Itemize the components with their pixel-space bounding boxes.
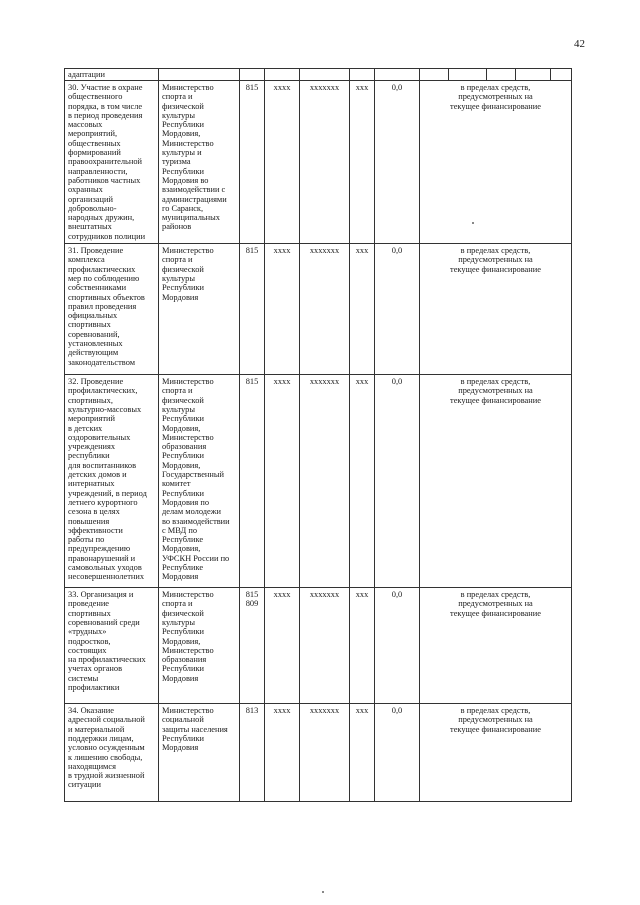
- rz-cell: хххх: [265, 375, 300, 588]
- cell-empty: [265, 69, 300, 81]
- grbs-cell: 813: [240, 704, 265, 802]
- cell-empty: [159, 69, 240, 81]
- vr-cell: ххх: [350, 81, 375, 244]
- financing-cell: в пределах средств, предусмотренных на текущее финансирование: [420, 704, 572, 802]
- rz-cell: хххх: [265, 244, 300, 375]
- amount-cell: 0,0: [375, 244, 420, 375]
- executor-cell: Министерство спорта и физической культуры Республики Мордовия, Министерство образования Республики Мордовия: [159, 588, 240, 704]
- cell-empty: [240, 69, 265, 81]
- measure-cell: 32. Проведение профилактических, спортивных, культурно-массовых мероприятий в детских оздоровительных учреждениях республики для воспитанников детских домов и интернатных учреждений, в период летнего курортного сезона в целях повышения эффективности работы по предупреждению правонарушений и самовольных уходов несовершеннолетних: [65, 375, 159, 588]
- csr-cell: ххххххх: [300, 375, 350, 588]
- financing-cell: в пределах средств, предусмотренных на текущее финансирование: [420, 81, 572, 244]
- table-row: [65, 375, 572, 588]
- table-row-continuation: [65, 69, 572, 81]
- program-measures-table: [64, 68, 572, 802]
- cell-empty: [487, 69, 516, 81]
- financing-cell: в пределах средств, предусмотренных на текущее финансирование: [420, 588, 572, 704]
- scan-speck: [472, 222, 474, 224]
- csr-cell: ххххххх: [300, 244, 350, 375]
- executor-cell: Министерство спорта и физической культуры Республики Мордовия, Министерство образования Республики Мордовия, Государственный комитет Республики Мордовия по делам молодежи во взаимодействии с МВД по Республике Мордовия, УФСКН России по Республике Мордовия: [159, 375, 240, 588]
- measure-cell: 31. Проведение комплекса профилактических мер по соблюдению собственниками спортивных объектов правил проведения официальных спортивных соревнований, установленных действующим законодательством: [65, 244, 159, 375]
- measure-cell: 30. Участие в охране общественного порядка, в том числе в период проведения массовых мероприятий, общественных формирований правоохранительной направленности, работников частных охранных организаций добровольно- народных дружин, внештатных сотрудников полиции: [65, 81, 159, 244]
- scan-speck: [322, 891, 324, 893]
- csr-cell: ххххххх: [300, 588, 350, 704]
- grbs-cell: 815 809: [240, 588, 265, 704]
- table-row: [65, 588, 572, 704]
- amount-cell: 0,0: [375, 588, 420, 704]
- cell-continuation-text: адаптации: [65, 69, 159, 81]
- rz-cell: хххх: [265, 81, 300, 244]
- cell-empty: [516, 69, 551, 81]
- table-row: [65, 244, 572, 375]
- cell-empty: [551, 69, 572, 81]
- vr-cell: ххх: [350, 704, 375, 802]
- financing-cell: в пределах средств, предусмотренных на текущее финансирование: [420, 244, 572, 375]
- rz-cell: хххх: [265, 588, 300, 704]
- rz-cell: хххх: [265, 704, 300, 802]
- executor-cell: Министерство спорта и физической культуры Республики Мордовия: [159, 244, 240, 375]
- grbs-cell: 815: [240, 375, 265, 588]
- table-row: [65, 81, 572, 244]
- amount-cell: 0,0: [375, 81, 420, 244]
- csr-cell: ххххххх: [300, 704, 350, 802]
- cell-empty: [375, 69, 420, 81]
- executor-cell: Министерство спорта и физической культуры Республики Мордовия, Министерство культуры и туризма Республики Мордовия во взаимодействии с администрациями го Саранск, муниципальных районов: [159, 81, 240, 244]
- cell-empty: [350, 69, 375, 81]
- vr-cell: ххх: [350, 588, 375, 704]
- executor-cell: Министерство социальной защиты населения Республики Мордовия: [159, 704, 240, 802]
- page-number: 42: [574, 38, 585, 50]
- cell-empty: [420, 69, 449, 81]
- measure-cell: 33. Организация и проведение спортивных соревнований среди «трудных» подростков, состоящих на профилактических учетах органов системы профилактики: [65, 588, 159, 704]
- amount-cell: 0,0: [375, 375, 420, 588]
- table-row: [65, 704, 572, 802]
- measure-cell: 34. Оказание адресной социальной и материальной поддержки лицам, условно осужденным к лишению свободы, находящимся в трудной жизненной ситуации: [65, 704, 159, 802]
- grbs-cell: 815: [240, 81, 265, 244]
- csr-cell: ххххххх: [300, 81, 350, 244]
- financing-cell: в пределах средств, предусмотренных на текущее финансирование: [420, 375, 572, 588]
- vr-cell: ххх: [350, 375, 375, 588]
- amount-cell: 0,0: [375, 704, 420, 802]
- vr-cell: ххх: [350, 244, 375, 375]
- cell-empty: [449, 69, 487, 81]
- cell-empty: [300, 69, 350, 81]
- grbs-cell: 815: [240, 244, 265, 375]
